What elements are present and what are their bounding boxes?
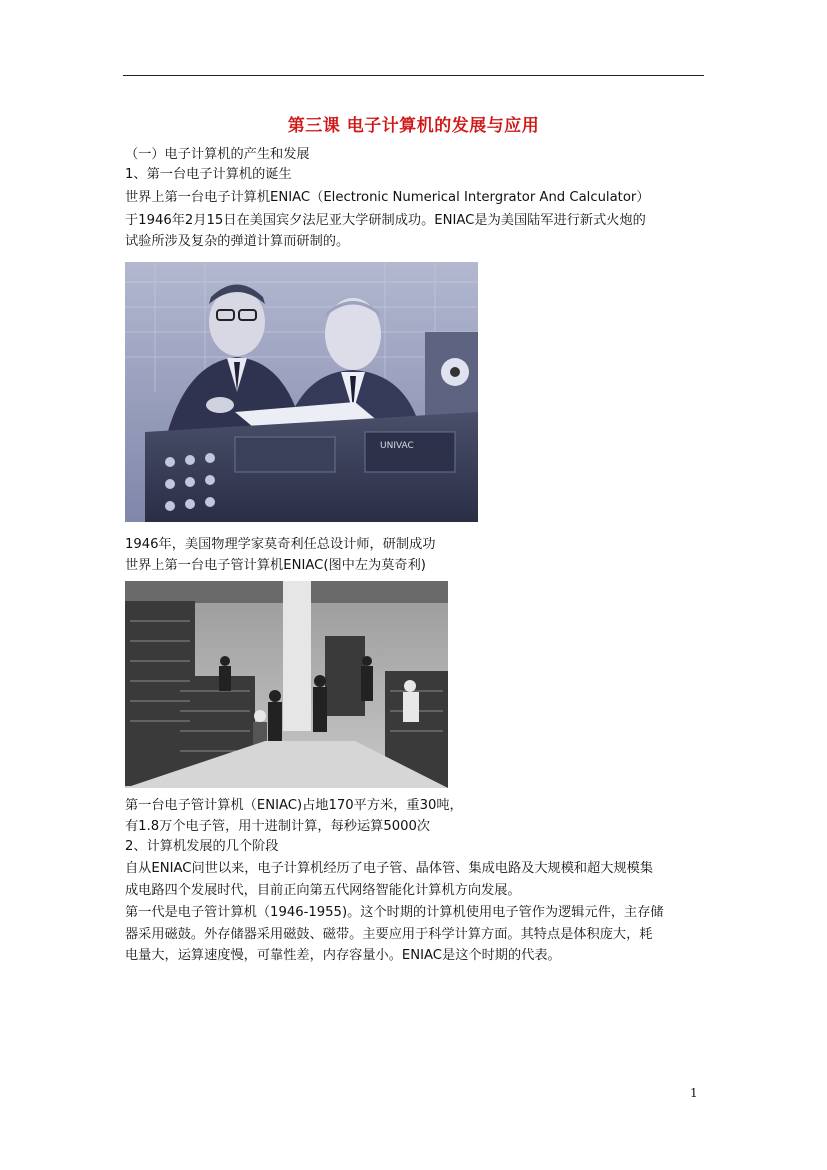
page-number: 1 [690,1086,698,1100]
photo-eniac-room [125,581,448,788]
subsection-heading-2: 2、计算机发展的几个阶段 [125,839,279,854]
photo-caption-line: 1946年，美国物理学家莫奇利任总设计师，研制成功 [125,537,436,552]
photo-caption-line: 有1.8万个电子管，用十进制计算，每秒运算5000次 [125,819,431,834]
photo-caption-line: 第一台电子管计算机（ENIAC)占地170平方米，重30吨， [125,798,463,813]
paragraph-line: 电量大，运算速度慢，可靠性差，内存容量小。ENIAC是这个时期的代表。 [125,948,561,963]
paragraph-line: 试验所涉及复杂的弹道计算而研制的。 [125,234,350,249]
header-rule [123,75,704,76]
paragraph-line: 自从ENIAC问世以来，电子计算机经历了电子管、晶体管、集成电路及大规模和超大规模集 [125,861,654,876]
paragraph-line: 于1946年2月15日在美国宾夕法尼亚大学研制成功。ENIAC是为美国陆军进行新式火炮的 [125,213,646,228]
section-heading: （一）电子计算机的产生和发展 [125,147,310,162]
paragraph-line: 第一代是电子管计算机（1946-1955)。这个时期的计算机使用电子管作为逻辑元件，主存储 [125,905,664,920]
subsection-heading-1: 1、第一台电子计算机的诞生 [125,167,292,182]
page-title: 第三课 电子计算机的发展与应用 [287,116,540,136]
paragraph-line: 世界上第一台电子计算机ENIAC（Electronic Numerical Intergrator And Calculator） [125,190,650,205]
paragraph-line: 成电路四个发展时代，目前正向第五代网络智能化计算机方向发展。 [125,883,521,898]
paragraph-line: 器采用磁鼓。外存储器采用磁鼓、磁带。主要应用于科学计算方面。其特点是体积庞大，耗 [125,927,653,942]
univac-panel-label: UNIVAC [380,441,414,451]
photo-caption-line: 世界上第一台电子管计算机ENIAC(图中左为莫奇利) [125,558,426,573]
photo-mauchly-eckert [125,262,478,522]
